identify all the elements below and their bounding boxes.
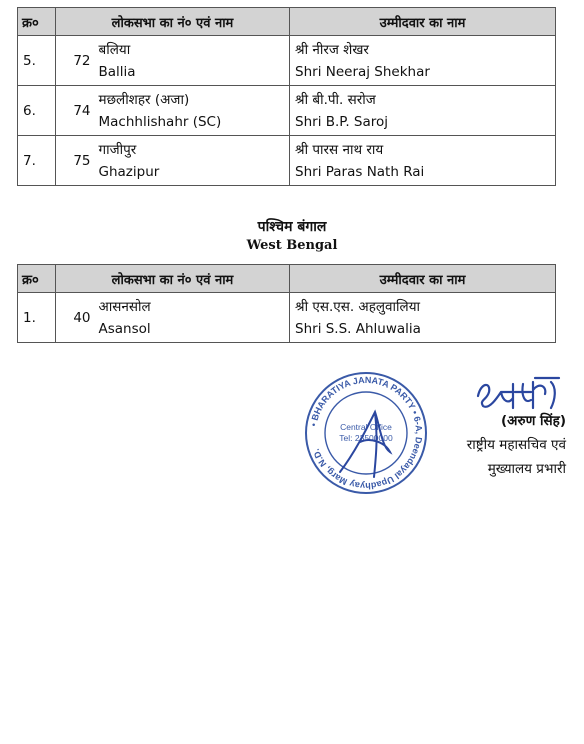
signatory-title-line-2: मुख्यालय प्रभारी — [487, 461, 566, 477]
constituency-number: 75 — [56, 136, 94, 186]
candidate-name-hindi: श्री बी.पी. सरोज — [295, 92, 376, 108]
header-candidate: उम्मीदवार का नाम — [290, 265, 556, 293]
handwritten-signature — [473, 374, 563, 414]
constituency-name — [94, 86, 290, 136]
constituency-name-english: Ghazipur — [98, 164, 160, 180]
table-row — [18, 36, 556, 86]
serial-number: 6. — [18, 86, 56, 136]
stamp-tel-text: Tel: 23500000 — [339, 433, 393, 443]
header-constituency: लोकसभा का नं० एवं नाम — [56, 8, 290, 36]
serial-number: 7. — [18, 136, 56, 186]
candidate-name-english: Shri Neeraj Shekhar — [295, 64, 430, 80]
candidates-table-1 — [17, 7, 556, 186]
constituency-name-hindi: आसनसोल — [98, 299, 151, 315]
constituency-name — [94, 36, 290, 86]
candidate-name-english: Shri Paras Nath Rai — [295, 164, 425, 180]
constituency-number: 72 — [56, 36, 94, 86]
header-constituency: लोकसभा का नं० एवं नाम — [56, 265, 290, 293]
constituency-name-hindi: बलिया — [98, 42, 131, 58]
constituency-name-hindi: मछलीशहर (अजा) — [98, 92, 190, 108]
header-serial: क्र० — [18, 8, 56, 36]
candidate-name-hindi: श्री पारस नाथ राय — [295, 142, 384, 158]
signature-scribble — [330, 392, 420, 482]
signatory-name: (अरुण सिंह) — [501, 413, 566, 429]
candidate-name — [290, 293, 556, 343]
stamp-ring-text: • BHARATIYA JANATA PARTY • 6-A, Deendayal Upadhyay Marg, N.D. — [308, 374, 425, 492]
table-header-row — [18, 265, 556, 293]
serial-number: 1. — [18, 293, 56, 343]
candidate-name — [290, 36, 556, 86]
header-candidate: उम्मीदवार का नाम — [290, 8, 556, 36]
state-title-english: West Bengal — [246, 238, 338, 253]
candidate-name-english: Shri S.S. Ahluwalia — [295, 321, 421, 337]
candidate-name — [290, 136, 556, 186]
serial-number: 5. — [18, 36, 56, 86]
table-row — [18, 136, 556, 186]
constituency-name-english: Ballia — [98, 64, 136, 80]
table-row — [18, 86, 556, 136]
candidate-name — [290, 86, 556, 136]
constituency-name-english: Asansol — [98, 321, 151, 337]
signatory-title-line-1: राष्ट्रीय महासचिव एवं — [466, 437, 566, 453]
header-serial: क्र० — [18, 265, 56, 293]
table-row — [18, 293, 556, 343]
constituency-number: 74 — [56, 86, 94, 136]
table-header-row — [18, 8, 556, 36]
constituency-name — [94, 293, 290, 343]
constituency-name-hindi: गाजीपुर — [98, 142, 137, 158]
candidate-name-hindi: श्री एस.एस. अहलुवालिया — [295, 299, 421, 315]
constituency-number: 40 — [56, 293, 94, 343]
state-title-hindi: पश्चिम बंगाल — [257, 219, 327, 235]
candidate-name-english: Shri B.P. Saroj — [295, 114, 389, 130]
candidate-name-hindi: श्री नीरज शेखर — [295, 42, 369, 58]
candidates-table-2 — [17, 264, 556, 343]
stamp-office-text: Central Office — [340, 422, 392, 432]
constituency-name-english: Machhlishahr (SC) — [98, 114, 222, 130]
constituency-name — [94, 136, 290, 186]
